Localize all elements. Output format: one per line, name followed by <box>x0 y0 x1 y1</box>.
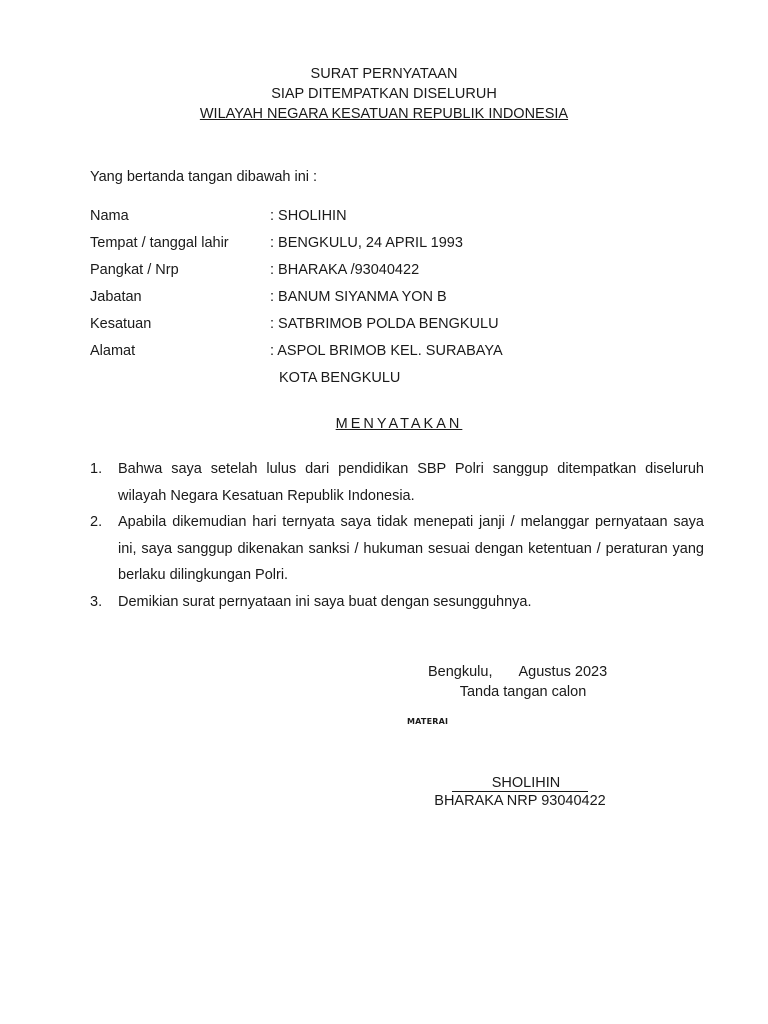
field-value: : SHOLIHIN <box>270 208 347 224</box>
intro-text: Yang bertanda tangan dibawah ini : <box>90 169 318 185</box>
signer-name: SHOLIHIN <box>452 775 589 792</box>
item-number: 3. <box>90 593 103 610</box>
field-nama <box>90 206 690 233</box>
field-value: : ASPOL BRIMOB KEL. SURABAYA <box>270 343 503 359</box>
item-text: Apabila dikemudian hari ternyata saya tidak menepati janji / melanggar pernyataan saya ini, saya sanggup dikenakan sanksi / hukuman sesuai dengan ketentuan / peraturan yang berlaku dilingkungan Polri. <box>118 514 704 583</box>
field-alamat-continuation: KOTA BENGKULU <box>279 370 401 386</box>
title-line-2: SIAP DITEMPATKAN DISELURUH <box>271 86 497 102</box>
item-number: 1. <box>90 461 103 477</box>
field-label: Nama <box>90 208 129 224</box>
signature-block <box>400 662 646 702</box>
field-jabatan <box>90 287 690 314</box>
statement-item <box>90 456 704 509</box>
signature-caption: Tanda tangan calon <box>459 684 587 700</box>
statement-item <box>90 509 704 589</box>
field-pangkat-nrp <box>90 260 690 287</box>
field-value: : BANUM SIYANMA YON B <box>270 289 447 305</box>
field-tempat-tanggal-lahir <box>90 233 690 260</box>
signature-place: Bengkulu, <box>428 664 493 680</box>
field-kesatuan <box>90 314 690 341</box>
field-alamat <box>90 341 690 368</box>
field-label: Tempat / tanggal lahir <box>90 235 229 251</box>
signer-rank: BHARAKA NRP 93040422 <box>434 793 606 809</box>
statement-list <box>90 456 704 615</box>
title-line-3-text: WILAYAH NEGARA KESATUAN REPUBLIK INDONESIA <box>199 106 569 122</box>
statement-item <box>90 589 704 616</box>
identity-fields <box>90 206 690 395</box>
signer <box>420 775 620 810</box>
place-date <box>400 662 646 682</box>
document-title <box>0 64 768 124</box>
item-text: Bahwa saya setelah lulus dari pendidikan SBP Polri sanggup ditempatkan diseluruh wilayah Negara Kesatuan Republik Indonesia. <box>118 461 704 504</box>
field-value: : BHARAKA /93040422 <box>270 262 420 278</box>
field-label: Jabatan <box>90 289 142 305</box>
stamp-label: MATERAI <box>407 717 449 726</box>
title-line-1: SURAT PERNYATAAN <box>310 66 458 82</box>
item-text: Demikian surat pernyataan ini saya buat dengan sesungguhnya. <box>118 593 532 610</box>
declaration-heading: MENYATAKAN <box>335 416 463 432</box>
title-line-3 <box>0 104 768 124</box>
field-label: Alamat <box>90 343 136 359</box>
field-value: : BENGKULU, 24 APRIL 1993 <box>270 235 463 251</box>
signature-date: Agustus 2023 <box>518 664 608 680</box>
field-value: : SATBRIMOB POLDA BENGKULU <box>270 316 499 332</box>
field-label: Pangkat / Nrp <box>90 262 179 278</box>
item-number: 2. <box>90 514 103 530</box>
field-label: Kesatuan <box>90 316 152 332</box>
